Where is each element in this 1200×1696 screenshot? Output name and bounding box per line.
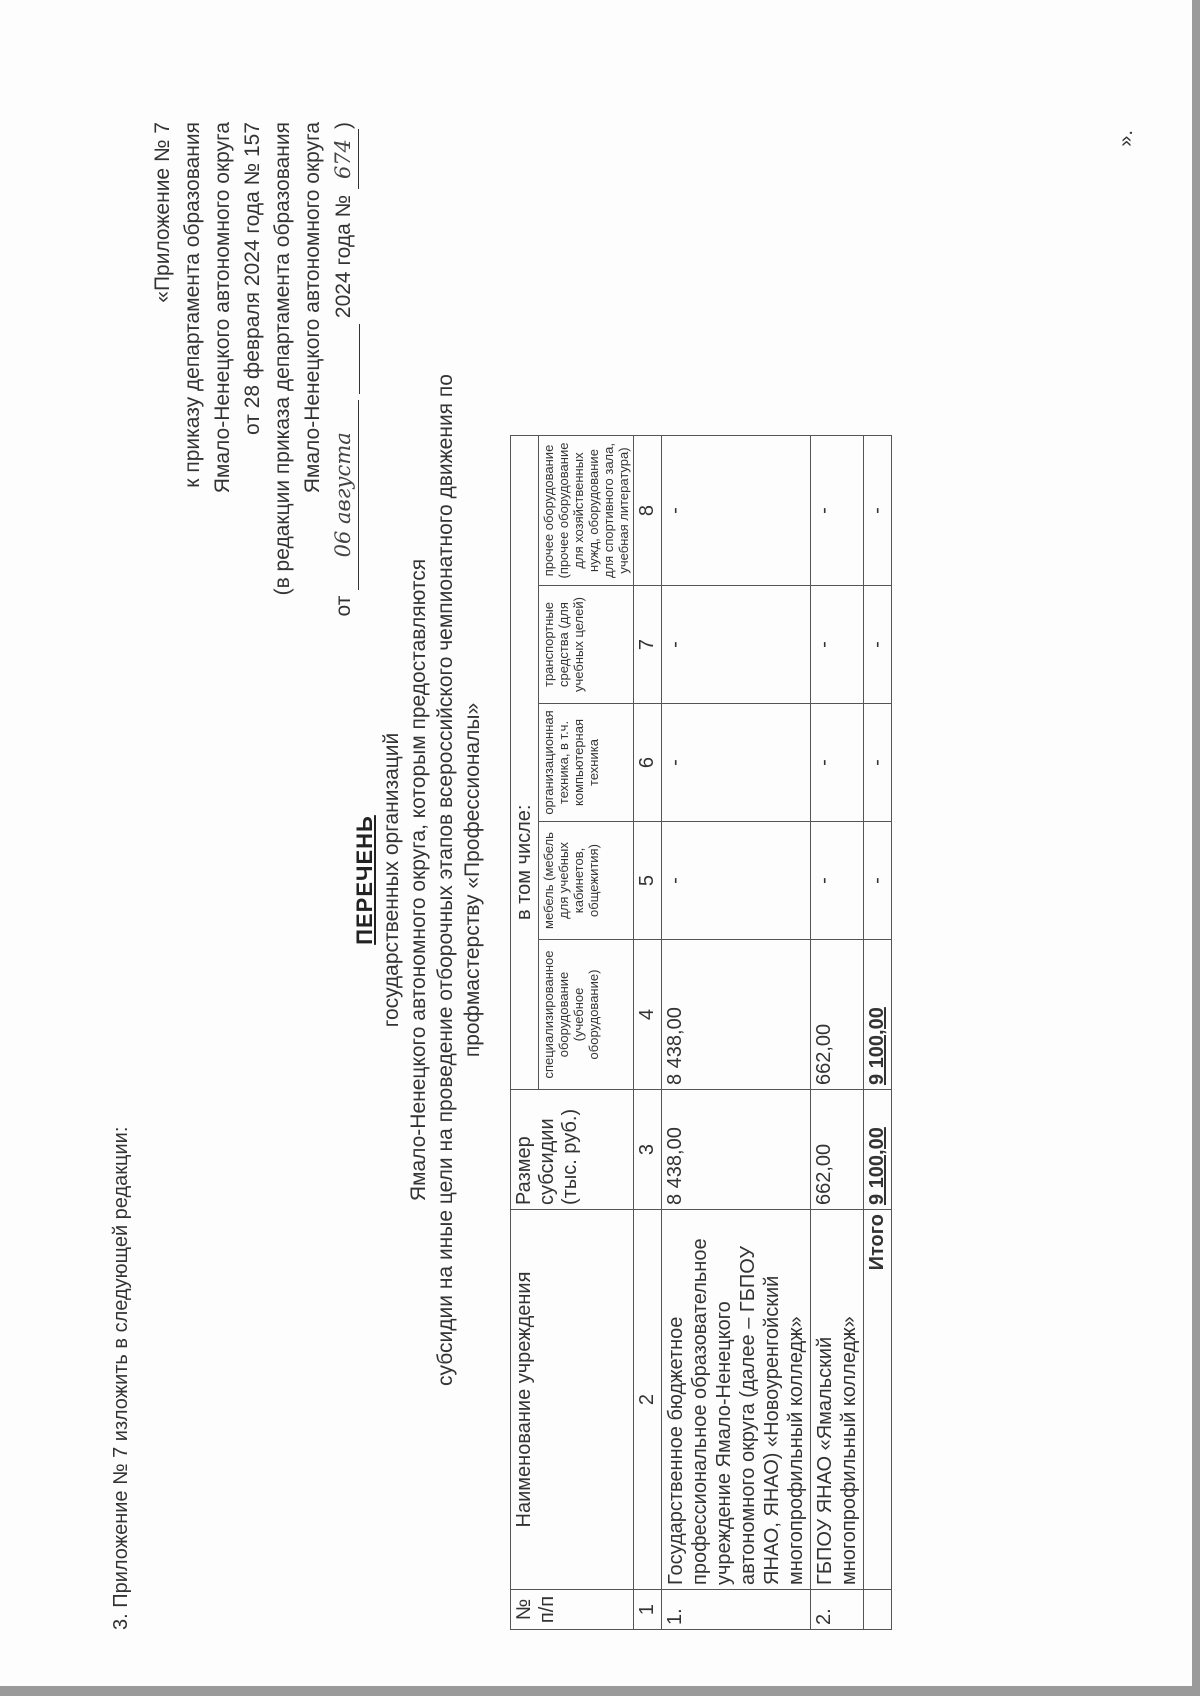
row-c5: - bbox=[811, 822, 864, 940]
row-c8: - bbox=[811, 436, 864, 586]
total-empty bbox=[864, 1590, 892, 1630]
appendix-line-1: «Приложение № 7 bbox=[151, 122, 174, 303]
row-amount: 8 438,00 bbox=[662, 1090, 811, 1210]
col-number: 4 bbox=[634, 940, 662, 1090]
table-row bbox=[811, 436, 864, 1630]
col-number: 8 bbox=[634, 436, 662, 586]
col-number: 6 bbox=[634, 704, 662, 822]
appendix-line-2: к приказу департамента образования bbox=[181, 122, 204, 488]
header-amount: Размер субсидии (тыс. руб.) bbox=[511, 1090, 634, 1210]
col-number: 1 bbox=[634, 1590, 662, 1630]
col-number: 7 bbox=[634, 586, 662, 704]
title-line-1: государственных организаций bbox=[380, 732, 403, 1028]
row-num: 2. bbox=[811, 1590, 864, 1630]
appendix-year: 2024 года № bbox=[332, 194, 355, 319]
column-number-row bbox=[634, 436, 662, 1630]
header-c5: мебель (мебель для учебных кабинетов, общежития) bbox=[539, 822, 634, 940]
appendix-line-3: Ямало-Ненецкого автономного округа bbox=[211, 122, 234, 494]
total-c8: - bbox=[864, 436, 892, 586]
total-c4: 9 100,00 bbox=[864, 940, 892, 1090]
col-number: 5 bbox=[634, 822, 662, 940]
appendix-line-5: (в редакции приказа департамента образования bbox=[271, 122, 294, 596]
total-amount: 9 100,00 bbox=[864, 1090, 892, 1210]
row-c4: 8 438,00 bbox=[662, 940, 811, 1090]
total-c5: - bbox=[864, 822, 892, 940]
header-c8: прочее оборудование (прочее оборудование для хозяйственных нужд, оборудование для спортивного зала, учебная литература) bbox=[539, 436, 634, 586]
subsidy-table bbox=[510, 435, 892, 1630]
appendix-line-4: от 28 февраля 2024 года № 157 bbox=[241, 122, 264, 435]
header-c4: специализированное оборудование (учебное оборудование) bbox=[539, 940, 634, 1090]
row-c8: - bbox=[662, 436, 811, 586]
row-c7: - bbox=[811, 586, 864, 704]
row-name: Государственное бюджетное профессиональное образовательное учреждение Ямало-Ненецкого автономного округа (далее – ГБПОУ ЯНАО, ЯНАО) «Новоуренгойский многопрофильный колледж» bbox=[662, 1210, 811, 1590]
appendix-line-6: Ямало-Ненецкого автономного округа bbox=[301, 122, 324, 494]
row-name: ГБПОУ ЯНАО «Ямальский многопрофильный колледж» bbox=[811, 1210, 864, 1590]
row-c7: - bbox=[662, 586, 811, 704]
header-c7: транспортные средства (для учебных целей) bbox=[539, 586, 634, 704]
row-amount: 662,00 bbox=[811, 1090, 864, 1210]
row-c6: - bbox=[662, 704, 811, 822]
title-line-2: Ямало-Ненецкого автономного округа, которым предоставляются bbox=[407, 558, 430, 1202]
row-c4: 662,00 bbox=[811, 940, 864, 1090]
title-line-3: субсидии на иные цели на проведение отборочных этапов всероссийского чемпионатного движения по bbox=[434, 374, 457, 1386]
total-c6: - bbox=[864, 704, 892, 822]
table-row bbox=[662, 436, 811, 1630]
handwritten-date: 06 августа bbox=[328, 400, 359, 590]
row-c5: - bbox=[662, 822, 811, 940]
total-c7: - bbox=[864, 586, 892, 704]
row-c6: - bbox=[811, 704, 864, 822]
title-line-4: профмастерству «Профессионалы» bbox=[461, 702, 484, 1058]
appendix-header bbox=[148, 122, 360, 616]
col-number: 3 bbox=[634, 1090, 662, 1210]
appendix-ot: от bbox=[332, 595, 355, 617]
header-including bbox=[511, 436, 539, 1090]
intro-text: 3. Приложение № 7 изложить в следующей редакции: bbox=[110, 1126, 132, 1630]
closing-quote: ». bbox=[1115, 130, 1137, 147]
title-block bbox=[352, 110, 486, 1650]
header-including-label: в том числе: bbox=[513, 804, 535, 920]
total-row bbox=[864, 436, 892, 1630]
appendix-close-paren: ) bbox=[332, 122, 355, 129]
title-main: ПЕРЕЧЕНЬ bbox=[352, 815, 377, 945]
header-c6: организационная техника, в т.ч. компьютерная техника bbox=[539, 704, 634, 822]
rotated-content bbox=[90, 110, 1170, 1650]
col-number: 2 bbox=[634, 1210, 662, 1590]
header-num: № п/п bbox=[511, 1590, 634, 1630]
row-num: 1. bbox=[662, 1590, 811, 1630]
handwritten-number: 674 bbox=[328, 129, 359, 189]
total-label: Итого bbox=[864, 1210, 892, 1590]
header-name: Наименование учреждения bbox=[511, 1210, 634, 1590]
header-row-1 bbox=[511, 436, 539, 1630]
